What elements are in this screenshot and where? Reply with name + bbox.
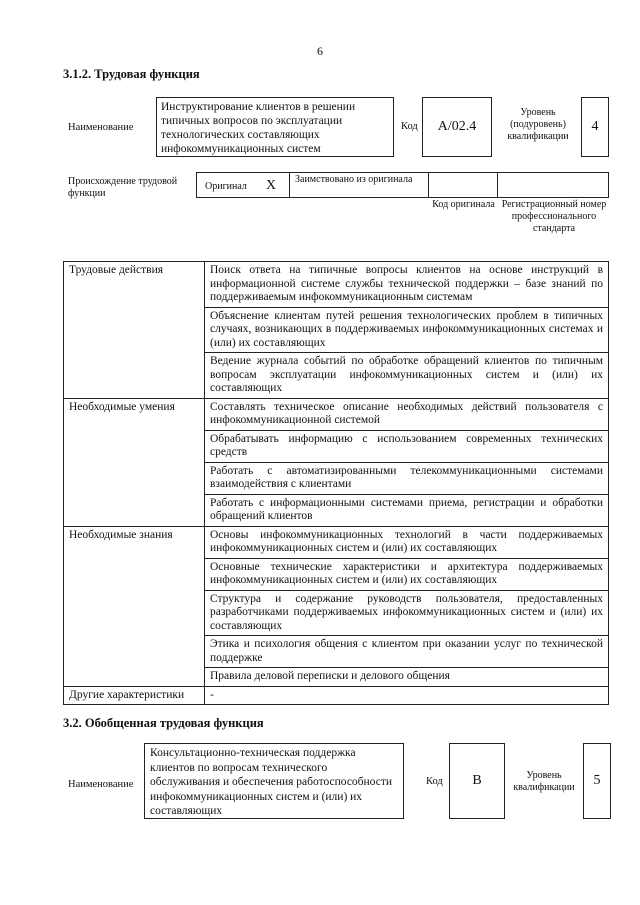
level-label: Уровень (подуровень) квалификации (507, 107, 569, 142)
labor-function-table (63, 261, 609, 705)
skills-label: Необходимые умения (64, 398, 205, 526)
actions-label: Трудовые действия (64, 262, 205, 399)
gen-code-label: Код (426, 776, 443, 787)
knowledge-label: Необходимые знания (64, 526, 205, 686)
gen-name-value: Консультационно-техническая поддержка клиентов по вопросам технического обслуживания и обеспечения работоспособности инфокоммуникационных систем и (или) их составляющих (144, 743, 404, 819)
other-label: Другие характеристики (64, 686, 205, 705)
reg-caption: Регистрационный номер профессионального стандарта (501, 199, 607, 234)
borrowed-label: Заимствовано из оригинала (295, 174, 413, 185)
other-value: - (205, 686, 609, 705)
origin-divider-2 (428, 172, 429, 198)
level-value: 4 (581, 97, 609, 157)
original-label: Оригинал (205, 181, 247, 192)
knowledge-item: Основы инфокоммуникационных технологий в части поддерживаемых инфокоммуникационных систем и (или) их составляющих (205, 526, 609, 558)
name-label: Наименование (68, 122, 134, 133)
page-number: 6 (317, 44, 323, 58)
action-item: Ведение журнала событий по обработке обращений клиентов по типичным вопросам эксплуатации инфокоммуникационных систем и (или) их составляющих (205, 353, 609, 399)
knowledge-item: Основные технические характеристики и архитектура поддерживаемых инфокоммуникационных систем и (или) их составляющих (205, 558, 609, 590)
code-value: A/02.4 (422, 97, 492, 157)
name-value: Инструктирование клиентов в решении типичных вопросов по эксплуатации технологических составляющих инфокоммуникационных систем (156, 97, 394, 157)
skill-item: Обрабатывать информацию с использованием современных технических средств (205, 430, 609, 462)
action-item: Поиск ответа на типичные вопросы клиентов на основе инструкций в информационной системе службы технической поддержки – базе знаний по поддерживаемым инфокоммуникационным системам (205, 262, 609, 308)
origin-divider-3 (497, 172, 498, 198)
skill-item: Работать с автоматизированными телекоммуникационными системами взаимодействия с клиентами (205, 462, 609, 494)
skill-item: Работать с информационными системами приема, регистрации и обработки обращений клиентов (205, 494, 609, 526)
skill-item: Составлять техническое описание необходимых действий пользователя с инфокоммуникационной системой (205, 398, 609, 430)
section-heading-3-2: 3.2. Обобщенная трудовая функция (63, 716, 264, 730)
gen-level-label: Уровень квалификации (513, 770, 575, 793)
gen-code-value: B (449, 743, 505, 819)
code-orig-caption: Код оригинала (432, 199, 495, 210)
knowledge-item: Этика и психология общения с клиентом при оказании услуг по технической поддержке (205, 636, 609, 668)
knowledge-item: Структура и содержание руководств пользователя, предоставленных разработчиками поддерживаемых инфокоммуникационных систем и (или) их составляющих (205, 590, 609, 636)
gen-name-label: Наименование (68, 779, 134, 790)
action-item: Объяснение клиентам путей решения технологических проблем в типичных случаях, возникающих в поддерживаемых инфокоммуникационных системах и (или) их составляющих (205, 307, 609, 353)
section-heading-3-1-2: 3.1.2. Трудовая функция (63, 67, 200, 81)
knowledge-item: Правила деловой переписки и делового общения (205, 668, 609, 687)
origin-label: Происхождение трудовой функции (68, 176, 178, 199)
gen-level-value: 5 (583, 743, 611, 819)
origin-divider-1 (289, 172, 290, 198)
original-mark: X (266, 178, 277, 193)
code-label: Код (401, 121, 418, 132)
